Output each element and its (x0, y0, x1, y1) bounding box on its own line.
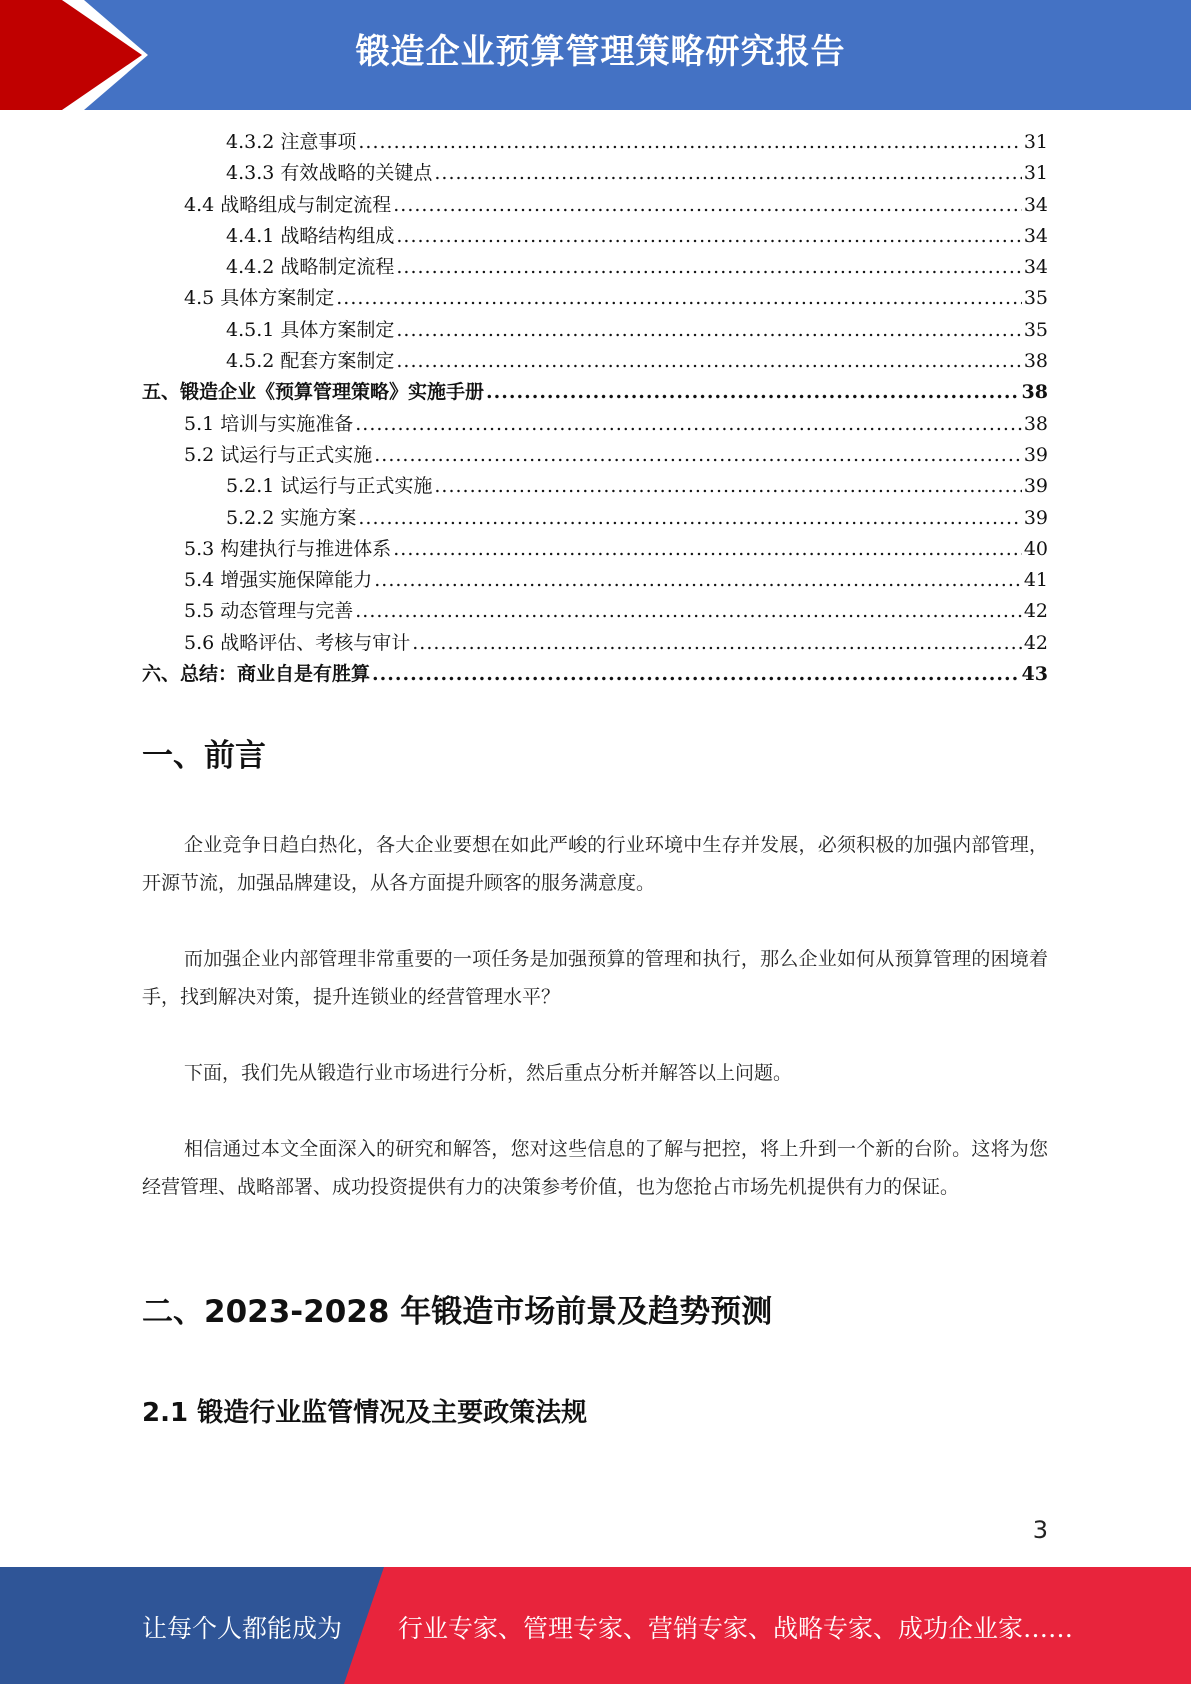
toc-entry-page-number: 40 (1023, 537, 1048, 560)
toc-entry-label: 4.3.3 有效战略的关键点 (226, 162, 433, 185)
toc-dot-leader (374, 440, 1022, 471)
toc-entry-page-number: 42 (1023, 600, 1048, 623)
toc-entry-label: 5.2 试运行与正式实施 (184, 443, 373, 466)
toc-entry-label: 5.4 增强实施保障能力 (184, 569, 373, 592)
toc-entry-page-number: 43 (1021, 663, 1048, 686)
toc-entry-label: 4.4 战略组成与制定流程 (184, 193, 392, 216)
toc-dot-leader (358, 503, 1021, 534)
toc-entry-page-number: 38 (1023, 350, 1048, 373)
toc-entry[interactable] (142, 596, 1048, 627)
page-header (0, 0, 1191, 110)
toc-entry-page-number: 31 (1023, 162, 1048, 185)
toc-entry-label: 五、锻造企业《预算管理策略》实施手册 (142, 381, 485, 404)
toc-entry-page-number: 42 (1023, 631, 1048, 654)
toc-entry[interactable] (142, 190, 1048, 221)
toc-entry-label: 5.6 战略评估、考核与审计 (184, 631, 411, 654)
toc-entry[interactable] (142, 534, 1048, 565)
toc-entry-label: 六、总结：商业自是有胜算 (142, 663, 371, 686)
toc-entry-label: 4.5.1 具体方案制定 (226, 318, 395, 341)
toc-entry[interactable] (142, 409, 1048, 440)
toc-entry-page-number: 38 (1023, 412, 1048, 435)
toc-dot-leader (355, 596, 1022, 627)
toc-entry-page-number: 39 (1023, 506, 1048, 529)
toc-dot-leader (355, 409, 1022, 440)
toc-dot-leader (336, 283, 1022, 314)
footer-slogan-left: 让每个人都能成为 (142, 1614, 343, 1643)
toc-dot-leader (396, 315, 1021, 346)
toc-entry[interactable] (142, 158, 1048, 189)
toc-entry[interactable] (142, 283, 1048, 314)
toc-dot-leader (412, 628, 1022, 659)
toc-entry[interactable] (142, 346, 1048, 377)
toc-entry[interactable] (142, 221, 1048, 252)
section-heading-market-forecast: 二、2023-2028 年锻造市场前景及趋势预测 (142, 1294, 773, 1330)
toc-entry-page-number: 39 (1023, 443, 1048, 466)
toc-entry[interactable] (142, 471, 1048, 502)
toc-entry-label: 4.4.2 战略制定流程 (226, 256, 395, 279)
toc-entry-page-number: 38 (1021, 381, 1048, 404)
toc-entry[interactable] (142, 628, 1048, 659)
toc-entry-page-number: 34 (1023, 193, 1048, 216)
toc-entry[interactable] (142, 252, 1048, 283)
toc-entry[interactable] (142, 659, 1048, 690)
toc-entry-label: 4.5.2 配套方案制定 (226, 350, 395, 373)
toc-dot-leader (486, 377, 1020, 408)
toc-entry-label: 5.5 动态管理与完善 (184, 600, 354, 623)
toc-entry-label: 4.3.2 注意事项 (226, 131, 357, 153)
toc-entry-label: 5.1 培训与实施准备 (184, 412, 354, 435)
page-footer (0, 1567, 1191, 1684)
toc-entry[interactable] (142, 127, 1048, 158)
toc-entry-label: 5.2.2 实施方案 (226, 506, 357, 529)
toc-entry-page-number: 35 (1023, 287, 1048, 310)
toc-entry[interactable] (142, 440, 1048, 471)
paragraph: 下面，我们先从锻造行业市场进行分析，然后重点分析并解答以上问题。 (184, 1062, 793, 1084)
toc-entry-label: 4.5 具体方案制定 (184, 287, 335, 310)
section-heading-preface: 一、前言 (142, 738, 266, 774)
footer-slogan-right: 行业专家、管理专家、营销专家、战略专家、成功企业家…… (398, 1614, 1074, 1643)
paragraph: 相信通过本文全面深入的研究和解答，您对这些信息的了解与把控，将上升到一个新的台阶。这将为您经营管理、战略部署、成功投资提供有力的决策参考价值，也为您抢占市场先机提供有力的保证。 (142, 1138, 1048, 1198)
toc-dot-leader (434, 158, 1021, 189)
toc-entry-page-number: 41 (1023, 569, 1048, 592)
toc-dot-leader (393, 534, 1022, 565)
toc-entry-label: 4.4.1 战略结构组成 (226, 224, 395, 247)
toc-entry[interactable] (142, 377, 1048, 408)
document-title: 锻造企业预算管理策略研究报告 (355, 32, 846, 72)
toc-entry[interactable] (142, 503, 1048, 534)
toc-entry-page-number: 34 (1023, 224, 1048, 247)
toc-entry-page-number: 35 (1023, 318, 1048, 341)
toc-entry-label: 5.3 构建执行与推进体系 (184, 537, 392, 560)
toc-entry-page-number: 34 (1023, 256, 1048, 279)
toc-dot-leader (393, 190, 1022, 221)
toc-dot-leader (374, 565, 1022, 596)
paragraph: 而加强企业内部管理非常重要的一项任务是加强预算的管理和执行，那么企业如何从预算管理的困境着手，找到解决对策，提升连锁业的经营管理水平？ (142, 948, 1048, 1008)
toc-entry-page-number: 31 (1023, 131, 1048, 153)
toc-dot-leader (396, 221, 1021, 252)
toc-dot-leader (358, 127, 1021, 158)
toc-entry-label: 5.2.1 试运行与正式实施 (226, 475, 433, 498)
toc-dot-leader (396, 346, 1021, 377)
toc-dot-leader (396, 252, 1021, 283)
toc-entry-page-number: 39 (1023, 475, 1048, 498)
toc-entry[interactable] (142, 315, 1048, 346)
toc-entry[interactable] (142, 565, 1048, 596)
paragraph: 企业竞争日趋白热化，各大企业要想在如此严峻的行业环境中生存并发展，必须积极的加强内部管理，开源节流，加强品牌建设，从各方面提升顾客的服务满意度。 (142, 834, 1048, 894)
table-of-contents (142, 127, 1048, 690)
toc-dot-leader (434, 471, 1021, 502)
subsection-heading-regulation: 2.1 锻造行业监管情况及主要政策法规 (142, 1398, 588, 1428)
page-number: 3 (1032, 1516, 1048, 1544)
toc-dot-leader (372, 659, 1020, 690)
